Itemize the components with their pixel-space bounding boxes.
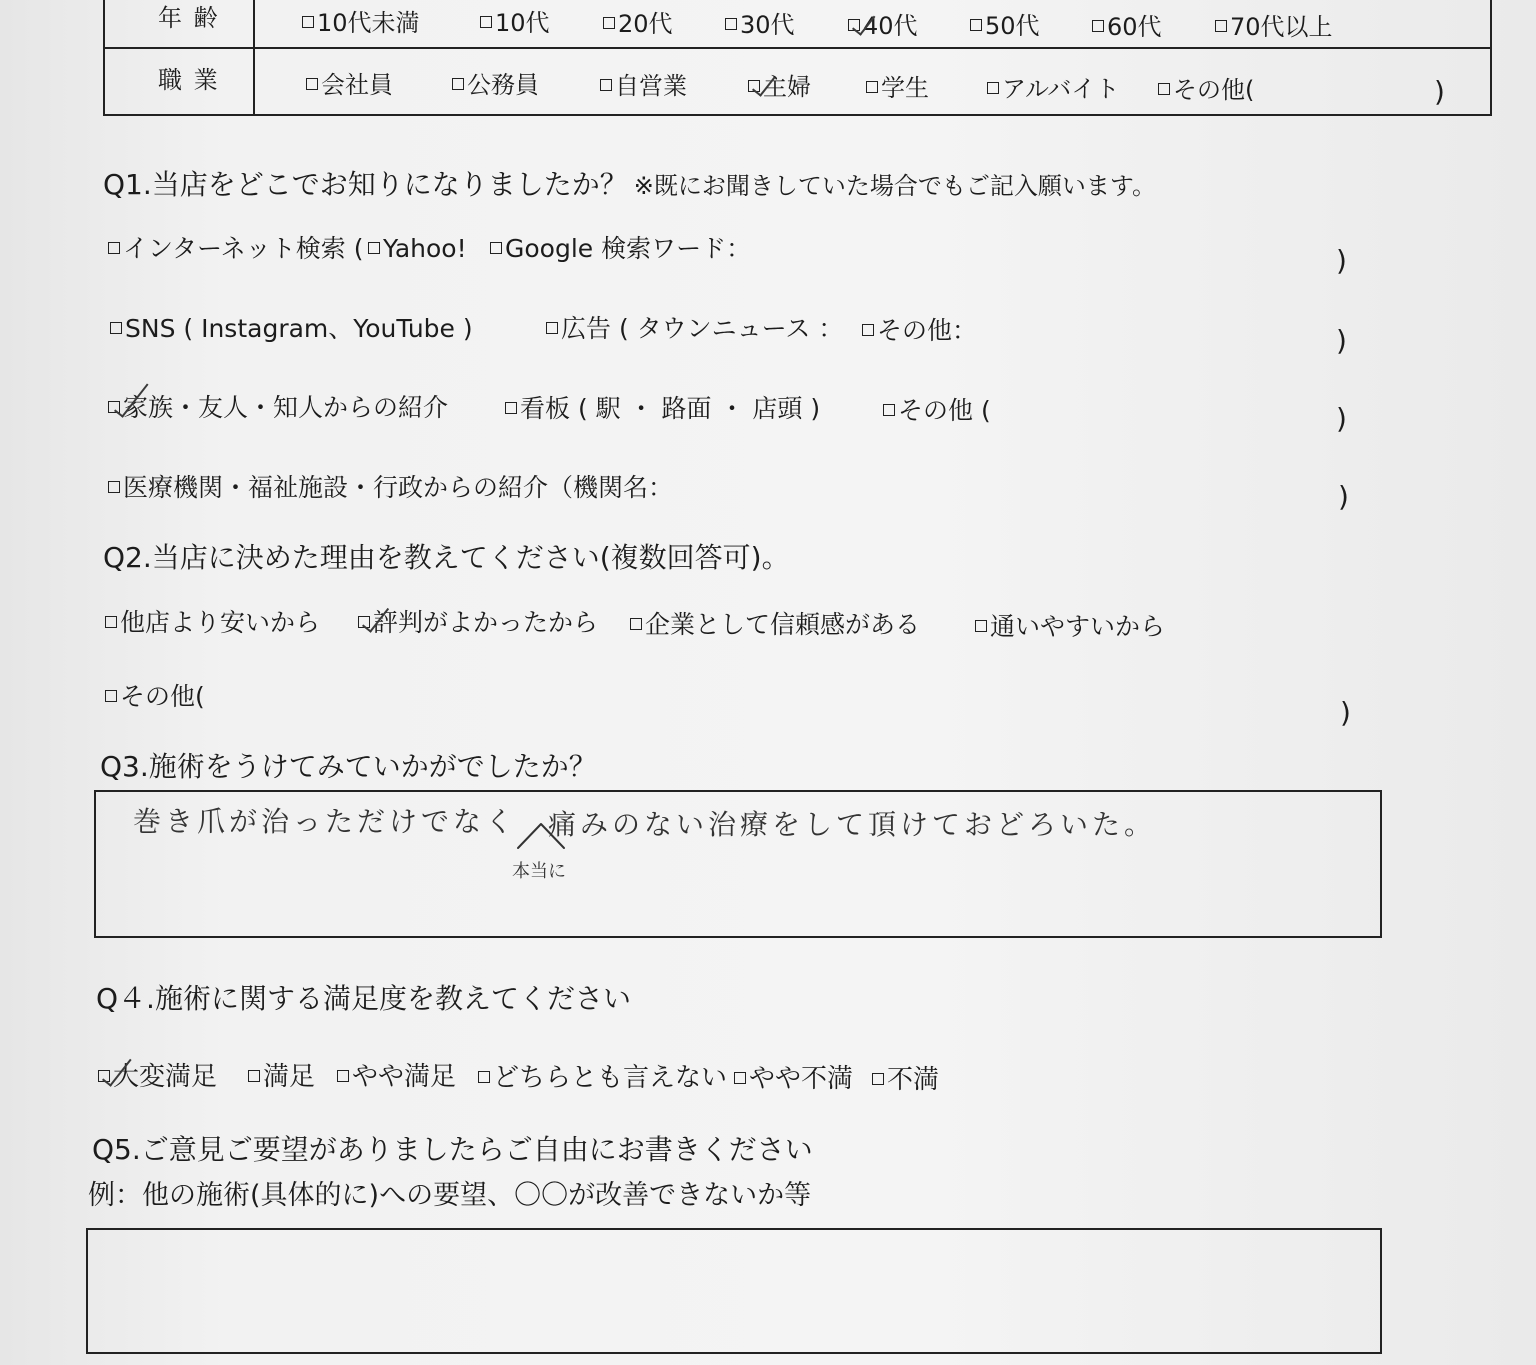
table-divider-vertical — [253, 0, 255, 114]
checkbox — [883, 404, 895, 416]
q4-option-somewhat-dissatisfied — [734, 1064, 853, 1094]
option-label: 主婦 — [763, 73, 811, 101]
checkbox — [110, 322, 122, 334]
occupation-option-civil-servant — [452, 70, 539, 100]
occupation-option-other — [1158, 75, 1254, 105]
checkbox — [734, 1072, 746, 1084]
q3-handwritten-answer-part2: 痛みのない治療をして頂けておどろいた。 — [548, 808, 1157, 841]
q4-title: Q４.施術に関する満足度を教えてください — [96, 982, 631, 1015]
option-label: 家族・友人・知人からの紹介 — [123, 393, 449, 422]
option-label: 医療機関・福祉施設・行政からの紹介（機関名： — [123, 473, 674, 502]
q4-option-very-satisfied — [98, 1062, 217, 1092]
checkbox — [866, 81, 878, 93]
age-option-10s — [480, 8, 550, 38]
checkbox — [105, 690, 117, 702]
q2-option-other — [105, 682, 205, 712]
checkbox — [98, 1070, 110, 1082]
q1-row-close-paren: ) — [1336, 244, 1347, 277]
checkbox — [480, 16, 492, 28]
option-label: 50代 — [985, 12, 1040, 40]
checkbox — [970, 19, 982, 31]
checkbox — [108, 242, 120, 254]
checkbox — [108, 481, 120, 493]
q2-option-reputation — [358, 608, 598, 638]
option-label: インターネット検索 ( — [123, 234, 364, 263]
q1-option-advertisement — [546, 314, 843, 344]
q4-option-somewhat-satisfied — [337, 1062, 456, 1092]
checkbox — [630, 618, 642, 630]
checkbox — [302, 16, 314, 28]
age-option-30s — [725, 10, 795, 40]
option-label: 看板 ( 駅 ・ 路面 ・ 店頭 ) — [520, 394, 821, 423]
q2-option-convenient — [975, 612, 1165, 642]
checkbox — [848, 19, 860, 31]
checkbox — [603, 17, 615, 29]
q5-title: Q5.ご意見ご要望がありましたらご自由にお書きください — [92, 1133, 813, 1166]
option-label: 20代 — [618, 10, 673, 38]
checkbox — [452, 78, 464, 90]
option-label: 企業として信頼感がある — [645, 610, 921, 639]
q2-other-close-paren: ) — [1340, 696, 1351, 729]
option-label: 他店より安いから — [120, 608, 321, 637]
checkbox — [987, 82, 999, 94]
option-label: やや不満 — [749, 1064, 854, 1094]
q1-row-close-paren: ) — [1336, 324, 1347, 357]
q1-option-sns — [110, 314, 473, 344]
q5-example-text: 例：他の施術(具体的に)への要望、〇〇が改善できないか等 — [88, 1180, 812, 1211]
checkbox — [872, 1073, 884, 1085]
q1-option-signboard — [505, 394, 820, 424]
q1-option-internet-search — [108, 234, 363, 264]
q1-row-close-paren: ) — [1338, 480, 1349, 513]
age-option-20s — [603, 9, 673, 39]
option-label: 広告 ( タウンニュース ： — [561, 314, 844, 343]
table-divider-horizontal — [105, 47, 1490, 49]
option-label: 自営業 — [615, 72, 687, 100]
q4-option-dissatisfied — [872, 1065, 939, 1095]
q1-option-referral-institution — [108, 473, 673, 503]
checkbox — [368, 242, 380, 254]
q4-option-satisfied — [248, 1062, 315, 1092]
checkbox — [1092, 20, 1104, 32]
occupation-option-student — [866, 73, 929, 103]
q1-note: ※既にお聞きしていた場合でもご記入願います。 — [633, 172, 1156, 200]
option-label: 60代 — [1107, 13, 1162, 41]
age-option-under-10s — [302, 8, 420, 38]
option-label: アルバイト — [1002, 75, 1120, 103]
checkbox — [862, 324, 874, 336]
checkbox — [1215, 20, 1227, 32]
checkbox — [248, 1070, 260, 1082]
q1-row-close-paren: ) — [1336, 402, 1347, 435]
option-label: SNS ( Instagram、YouTube ) — [125, 314, 473, 343]
option-label: 評判がよかったから — [373, 608, 599, 637]
option-label: その他( — [120, 682, 205, 711]
age-option-60s — [1092, 12, 1162, 42]
option-label: Yahoo! — [383, 234, 467, 263]
checkbox — [600, 79, 612, 91]
checkbox — [105, 616, 117, 628]
occupation-other-close-paren: ) — [1434, 75, 1445, 108]
occupation-option-part-time — [987, 74, 1119, 104]
option-label: 大変満足 — [113, 1062, 218, 1092]
option-label: 学生 — [881, 74, 929, 102]
checkbox — [1158, 83, 1170, 95]
option-label: やや満足 — [352, 1062, 457, 1092]
checkbox — [975, 620, 987, 632]
option-label: 70代以上 — [1230, 13, 1333, 41]
option-label: 30代 — [740, 11, 795, 39]
option-label: 40代 — [863, 12, 918, 40]
checkbox — [725, 18, 737, 30]
q1-heading — [103, 168, 1156, 203]
checkbox — [490, 242, 502, 254]
q1-title: Q1.当店をどこでお知りになりましたか？ — [103, 168, 628, 201]
occupation-label: 職 業 — [158, 66, 220, 94]
q5-answer-box — [86, 1228, 1382, 1354]
option-label: 通いやすいから — [990, 612, 1166, 641]
occupation-option-employee — [306, 70, 393, 100]
option-label: その他： — [877, 316, 978, 345]
age-option-40s — [848, 11, 918, 41]
option-label: Google 検索ワード： — [505, 234, 752, 263]
occupation-option-homemaker — [748, 72, 811, 102]
checkbox — [358, 616, 370, 628]
q1-option-referral-family-friends — [108, 393, 448, 423]
age-label: 年 齢 — [158, 4, 220, 32]
checkbox — [478, 1071, 490, 1083]
checkbox — [505, 402, 517, 414]
option-label: 会社員 — [321, 71, 393, 99]
q2-option-cheaper — [105, 608, 320, 638]
q1-option-google — [490, 234, 751, 264]
checkbox — [748, 80, 760, 92]
checkbox — [108, 401, 120, 413]
q3-handwritten-insertion: 本当に — [512, 861, 566, 882]
q2-title: Q2.当店に決めた理由を教えてください(複数回答可)。 — [103, 541, 790, 574]
option-label: 満足 — [263, 1062, 316, 1092]
q3-title: Q3.施術をうけてみていかがでしたか？ — [100, 750, 597, 783]
checkbox — [306, 78, 318, 90]
option-label: 10代未満 — [317, 9, 420, 37]
q1-option-yahoo — [368, 234, 467, 264]
age-option-50s — [970, 11, 1040, 41]
option-label: 公務員 — [467, 71, 539, 99]
option-label: 10代 — [495, 9, 550, 37]
q1-option-other — [883, 396, 991, 426]
checkbox — [546, 322, 558, 334]
checkbox — [337, 1070, 349, 1082]
q2-option-trust — [630, 610, 920, 640]
q1-option-other-media — [862, 316, 977, 346]
option-label: どちらとも言えない — [493, 1063, 728, 1093]
option-label: 不満 — [887, 1065, 940, 1095]
age-option-70s-plus — [1215, 12, 1333, 42]
option-label: その他( — [1173, 76, 1255, 104]
q4-option-neutral — [478, 1063, 727, 1093]
option-label: その他 ( — [898, 396, 991, 425]
q3-handwritten-answer-part1: 巻き爪が治っただけでなく — [133, 805, 518, 838]
occupation-option-self-employed — [600, 71, 687, 101]
